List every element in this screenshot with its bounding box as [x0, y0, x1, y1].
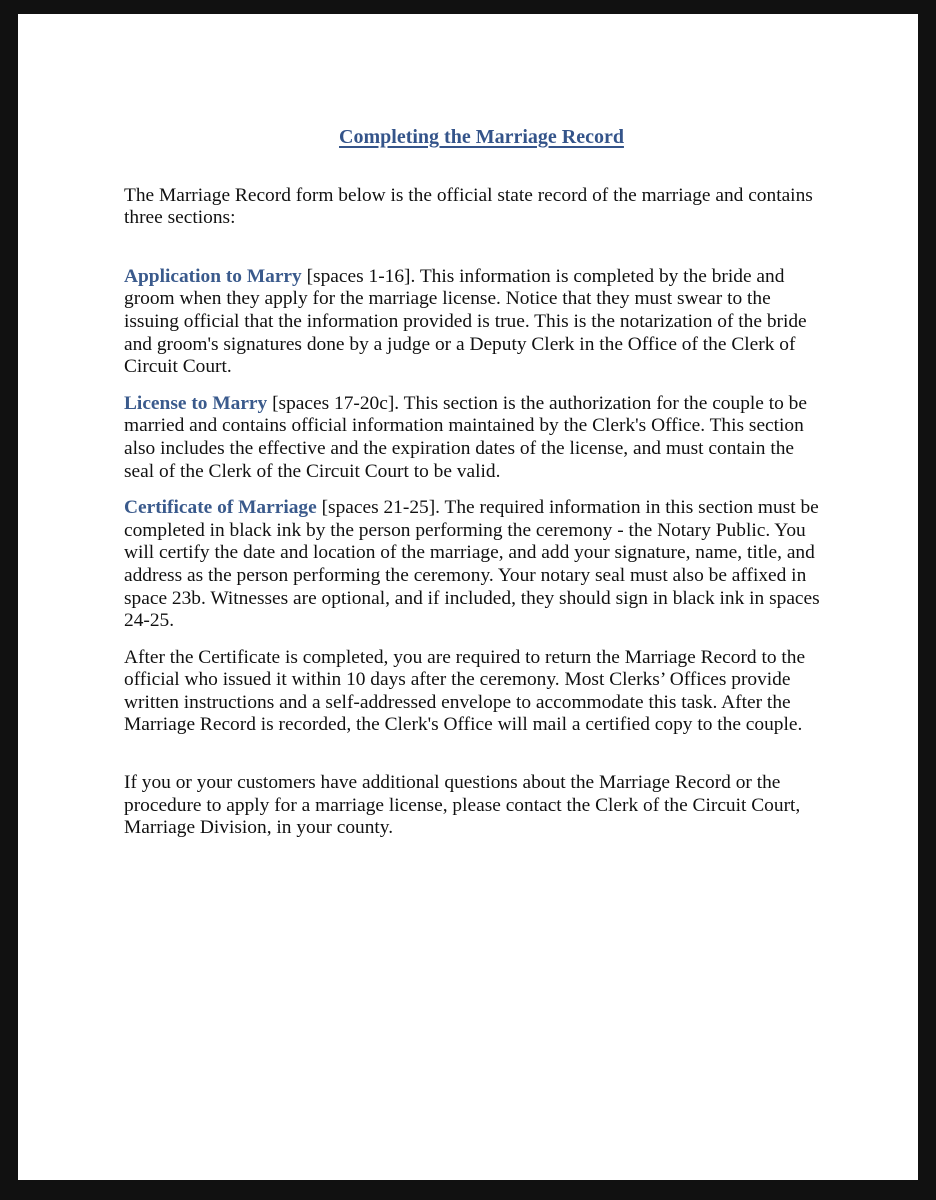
page-title: Completing the Marriage Record: [339, 126, 624, 148]
contact-paragraph: If you or your customers have additional questions about the Marriage Record or the procedure to apply for a marriage license, please contact the Clerk of the Circuit Court, Marriage Division, in your county.: [124, 772, 801, 839]
document-content: [124, 126, 824, 840]
section-application-term: Application to Marry: [124, 265, 302, 287]
intro-paragraph: The Marriage Record form below is the official state record of the marriage and contains three sections:: [124, 184, 813, 229]
document-page: [18, 14, 918, 1180]
section-certificate-term: Certificate of Marriage: [124, 497, 317, 519]
after-certificate-paragraph: After the Certificate is completed, you are required to return the Marriage Record to the official who issued it within 10 days after the ceremony. Most Clerks’ Offices provide written instructions and a self-addressed envelope to accommodate this task. After the Marriage Record is recorded, the Clerk's Office will mail a certified copy to the couple.: [124, 646, 806, 736]
section-certificate-paragraph: [124, 497, 824, 633]
section-license-term: License to Marry: [124, 392, 268, 414]
section-certificate-text: [spaces 21-25]. The required information in this section must be completed in black ink by the person performing the ceremony - the Notary Public. You will certify the date and location of the marriage, and add your signature, name, title, and address as the person performing the ceremony. Your notary seal must also be affixed in space 23b. Witnesses are optional, and if included, they should sign in black ink in spaces 24-25.: [124, 497, 820, 632]
section-application-text: [spaces 1-16]. This information is completed by the bride and groom when they apply for the marriage license. Notice that they must swear to the issuing official that the information provided is true. This is the notarization of the bride and groom's signatures done by a judge or a Deputy Clerk in the Office of the Clerk of Circuit Court.: [124, 265, 807, 378]
section-application-paragraph: [124, 266, 824, 379]
section-license-paragraph: [124, 393, 824, 483]
section-license-text: [spaces 17-20c]. This section is the authorization for the couple to be married and contains official information maintained by the Clerk's Office. This section also includes the effective and the expiration dates of the license, and must contain the seal of the Clerk of the Circuit Court to be valid.: [124, 392, 807, 482]
